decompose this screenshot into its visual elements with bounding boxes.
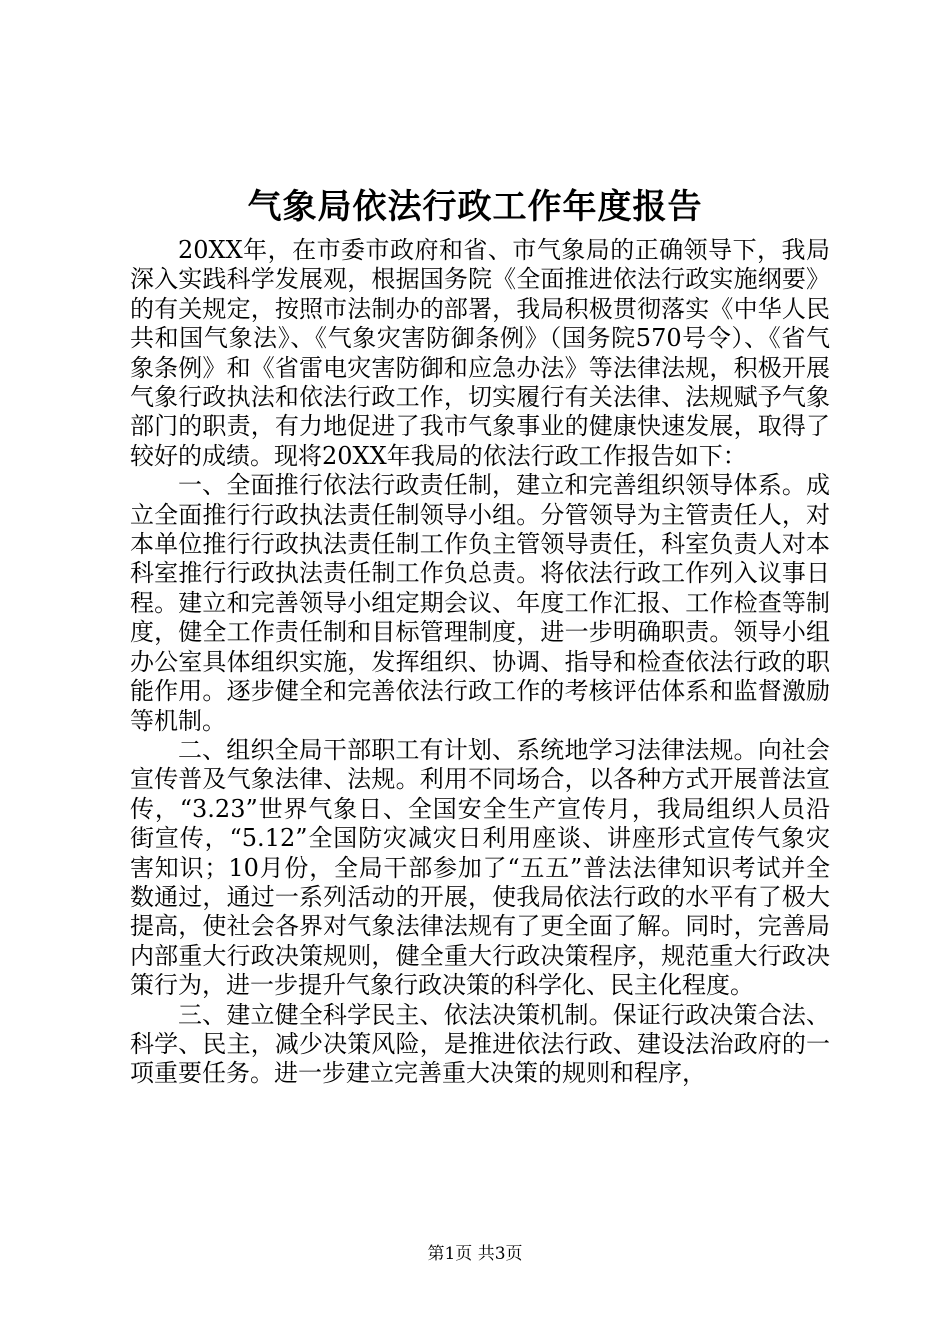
document-title: 气象局依法行政工作年度报告 [247,187,703,227]
document-body [130,236,830,1089]
paragraph-section-1: 一、全面推行依法行政责任制，建立和完善组织领导体系。成立全面推行行政执法责任制领导小组。分管领导为主管责任人，对本单位推行行政执法责任制工作负主管领导责任，科室负责人对本科室推行行政执法责任制工作负总责。将依法行政工作列入议事日程。建立和完善领导小组定期会议、年度工作汇报、工作检查等制度，健全工作责任制和目标管理制度，进一步明确职责。领导小组办公室具体组织实施，发挥组织、协调、指导和检查依法行政的职能作用。逐步健全和完善依法行政工作的考核评估体系和监督激励等机制。 [130,471,830,735]
page-number-footer: 第1页 共3页 [427,1244,523,1264]
paragraph-intro: 20XX年，在市委市政府和省、市气象局的正确领导下，我局深入实践科学发展观，根据国务院《全面推进依法行政实施纲要》的有关规定，按照市法制办的部署，我局积极贯彻落实《中华人民共和国气象法》、《气象灾害防御条例》（国务院570号令）、《省气象条例》和《省雷电灾害防御和应急办法》等法律法规，积极开展气象行政执法和依法行政工作，切实履行有关法律、法规赋予气象部门的职责，有力地促进了我市气象事业的健康快速发展，取得了较好的成绩。现将20XX年我局的依法行政工作报告如下： [130,236,830,470]
paragraph-section-3: 三、建立健全科学民主、依法决策机制。保证行政决策合法、科学、民主，减少决策风险，是推进依法行政、建设法治政府的一项重要任务。进一步建立完善重大决策的规则和程序， [130,1000,830,1088]
paragraph-section-2: 二、组织全局干部职工有计划、系统地学习法律法规。向社会宣传普及气象法律、法规。利用不同场合，以各种方式开展普法宣传，“3.23”世界气象日、全国安全生产宣传月，我局组织人员沿街宣传，“5.12”全国防灾减灾日利用座谈、讲座形式宣传气象灾害知识；10月份，全局干部参加了“五五”普法法律知识考试并全数通过，通过一系列活动的开展，使我局依法行政的水平有了极大提高，使社会各界对气象法律法规有了更全面了解。同时，完善局内部重大行政决策规则，健全重大行政决策程序，规范重大行政决策行为，进一步提升气象行政决策的科学化、民主化程度。 [130,735,830,1000]
